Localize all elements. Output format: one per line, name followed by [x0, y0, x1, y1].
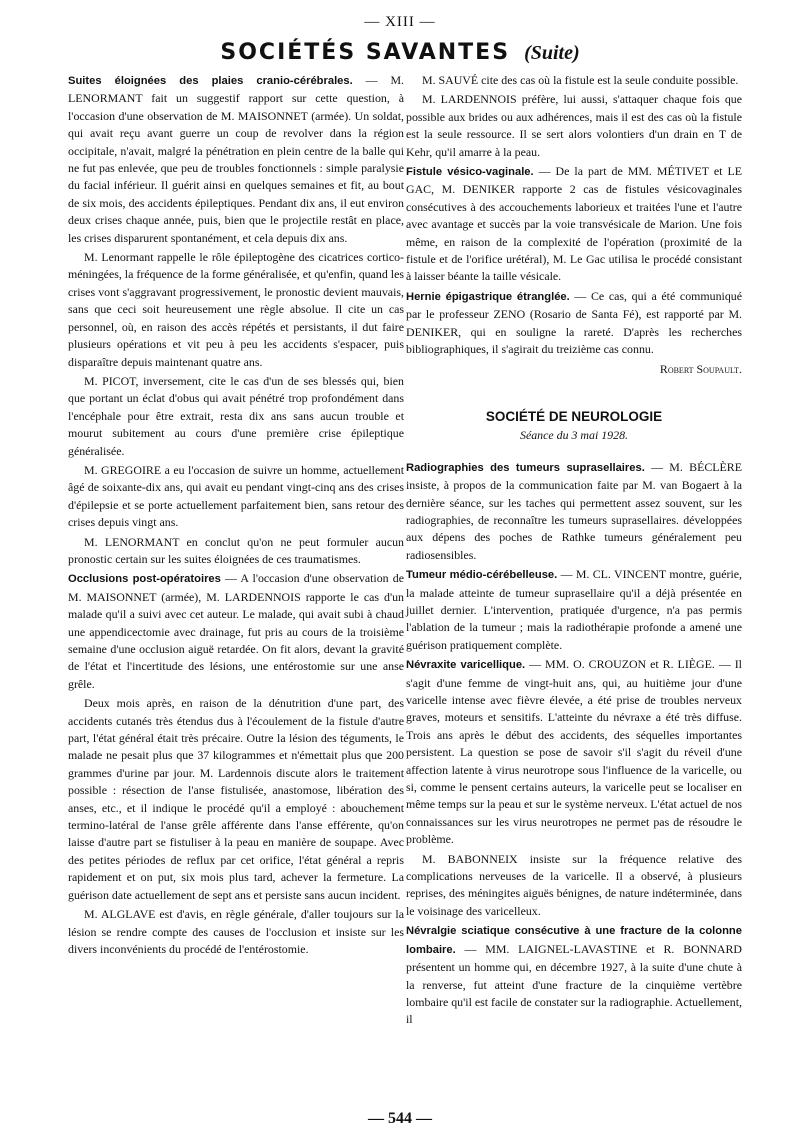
page-number: — 544 — [368, 1110, 432, 1127]
paragraph-text: M. PICOT, inversement, cite le cas d'un de ses blessés qui, bien que portant un éclat d'obus qui avait pénétré trop profondément dans l'encéphale pour être extrait, resta dix ans sans aucun trouble et mourut subitement au cours d'une première crise épileptique généralisée. [68, 373, 404, 458]
paragraph [68, 534, 404, 569]
paragraph-text: M. ALGLAVE est d'avis, en règle générale, d'aller toujours sur la lésion se rendre compte des causes de l'occlusion et insiste sur les divers inconvénients du procédé de l'entérostomie. [68, 907, 404, 956]
right-column [406, 72, 742, 1031]
paragraph [68, 249, 404, 371]
paragraph-title: Tumeur médio-cérébelleuse. [406, 569, 558, 582]
paragraph-text: — Ce cas, qui a été communiqué par le professeur ZENO (Rosario de Santa Fé), est rapporté par M. DENIKER, qui en souligne la rareté. D'après les recherches bibliographiques, il s'agirait du treizième cas connu. [406, 288, 742, 357]
paragraph-text: — MM. O. CROUZON et R. LIÈGE. — Il s'agit d'une femme de vingt-huit ans, qui, au huitième jour d'une varicelle intense avec fièvre élevée, a été prise de troubles nerveux graves, moteurs et sensitifs. L'atteinte du névraxe a été très diffuse. Trois ans après le début des accidents, des séquelles importantes persistent. La question se pose de savoir s'il s'agit du réveil d'une affection latente à virus neurotrope sous l'influence de la varicelle, ou si, comme le pensent certains auteurs, la varicelle peut se localiser en même temps sur la peau et sur le système nerveux. L'état actuel de nos connaissances sur les virus neurotropes ne permet pas de résoudre le problème. [406, 657, 742, 847]
paragraph [406, 459, 742, 564]
paragraph-text: M. GREGOIRE a eu l'occasion de suivre un homme, actuellement âgé de soixante-dix ans, qui avait eu pendant vingt-cinq ans des crises d'épilepsie et se porte actuellement parfaitement bien, sans retour des crises depuis vingt ans. [68, 462, 404, 530]
paragraph [406, 288, 742, 359]
paragraph-text: M. SAUVÉ cite des cas où la fistule est la seule conduite possible. [422, 73, 739, 87]
paragraph [406, 922, 742, 1028]
paragraph-title: Fistule vésico-vaginale. [406, 166, 534, 179]
paragraph [406, 163, 742, 286]
paragraph-text: M. LARDENNOIS préfère, lui aussi, s'attaquer chaque fois que possible aux brides ou aux adhérences, mais il est des cas où la fistule est la seule ressource. Il se sert alors volontiers d'un drain en T de Kehr, qu'il amarre à la peau. [406, 92, 742, 159]
paragraph-text: Deux mois après, en raison de la dénutrition d'une part, des accidents cutanés très étendus dus à l'écoulement de la fistule d'autre part, l'état général était très précaire. Outre la lésion des téguments, le malade ne pesait plus que 37 kilogrammes et n'émettait plus que 200 grammes d'urine par jour. M. Lardennois discute alors le traitement possible : résection de l'anse fistulisée, anastomose, libération des anses, etc., et il indique le procédé qu'il a employé : abouchement termino-latéral de l'anse grêle afférente dans l'anse efférente, qu'on laisse d'autre part se fistuliser à la peau en manière de soupape. Avec des petites périodes de reflux par cet orifice, l'état général a repris rapidement et on put, six mois plus tard, achever la fermeture. La guérison date actuellement de sept ans et persiste sans aucun incident. [68, 696, 404, 902]
paragraph [68, 462, 404, 532]
paragraph [406, 656, 742, 848]
paragraph-title: Radiographies des tumeurs suprasellaires. [406, 461, 645, 474]
paragraph-text: — M. BÉCLÈRE insiste, à propos de la communication faite par M. van Bogaert à la dernière séance, sur les taches qui permettent assez souvent, sur les radiographies, de reconnaître les tumeurs suprasellaires. développées aux dépens des poches de Rathke tumeurs généralement peu radiosensibles. [406, 459, 743, 562]
paragraph-text: — M. LENORMANT fait un suggestif rapport sur cette question, à l'occasion d'une observation de M. MAISONNET (armée). Un soldat, qui avait reçu avant guerre un coup de revolver dans la région occipitale, n'avait, malgré la pénétration en plein centre de la balle qui ne fut pas enlevée, que peu de troubles fonctionnels : simple paralysie du facial inférieur. Il guérit ainsi en quelques semaines et fit, au bout de six mois, des accidents épileptiques. Pendant dix ans, il eut environ deux crises chaque année, puis, bien que le projectile restât en place, les crises disparurent spontanément, et cela depuis dix ans. [68, 73, 404, 245]
page-marker: — XIII — [364, 14, 436, 30]
paragraph-text: M. LENORMANT en conclut qu'on ne peut formuler aucun pronostic certain sur les suites éloignées de ces traumatismes. [68, 534, 404, 566]
section-title: SOCIÉTÉS SAVANTES [220, 40, 511, 65]
left-column [68, 72, 404, 960]
paragraph-text: — De la part de MM. MÉTIVET et LE GAC, M. DENIKER rapporte 2 cas de fistules vésicovaginales consécutives à des accouchements laborieux et traitées l'une et l'autre avec avantage et succès par la voie transvésicale de Marion. Une fois même, en raison de la complexité de l'opération (proximité de la fistule et de l'orifice urétéral), M. Le Gac utilisa le procédé consistant à laisser béante la taille vésicale. [406, 164, 742, 284]
paragraph-title: Névraxite varicellique. [406, 659, 526, 672]
author-signature: Robert Soupault. [659, 361, 742, 376]
paragraph [406, 91, 742, 161]
paragraph-text: M. BABONNEIX insiste sur la fréquence relative des complications nerveuses de la varicelle. Il a observé, à plusieurs reprises, des méningites aiguës bénignes, de nature indéterminée, dans le voisinage des varicelleux. [406, 851, 742, 918]
session-date: Séance du 3 mai 1928. [520, 428, 628, 443]
page-header [0, 40, 800, 65]
paragraph [68, 72, 404, 247]
paragraph [68, 373, 404, 460]
paragraph-title: Suites éloignées des plaies cranio-cérébrales. [68, 75, 353, 87]
paragraph-text: — M. CL. VINCENT montre, guérie, la malade atteinte de tumeur suprasellaire qu'il a déjà présentée en juillet dernier. L'intervention, pratiquée d'urgence, n'a pas permis l'ablation de la tumeur ; mais la radiothérapie profonde a amené une guérison pratiquement complète. [406, 567, 742, 652]
paragraph [406, 851, 742, 921]
paragraph-text: M. Lenormant rappelle le rôle épileptogène des cicatrices cortico-méningées, la fréquence de la forme généralisée, et qu'enfin, quand les crises vont s'aggravant progressivement, le pronostic devient mauvais, sans que ceci soit heureusement une règle absolue. Il cite un cas personnel, où, en raison des accès répétés et persistants, il dut faire plusieurs opérations et vit peu à peu les accidents s'espacer, puis disparaître depuis maintenant quatre ans. [68, 250, 404, 369]
paragraph [68, 570, 404, 693]
society-heading: SOCIÉTÉ DE NEUROLOGIE [485, 408, 663, 424]
paragraph [406, 72, 742, 89]
paragraph [68, 695, 404, 904]
paragraph [406, 566, 742, 654]
paragraph-text: — MM. LAIGNEL-LAVASTINE et R. BONNARD présentent un homme qui, en décembre 1927, à la suite d'une chute à la renverse, fut atteint d'une fracture de la cinquième vertèbre lombaire qu'il est facile de constater sur la radiographie. Actuellement, il [406, 941, 742, 1027]
paragraph-title: Hernie épigastrique étranglée. [406, 290, 570, 303]
paragraph-title: Névralgie sciatique consécutive à une fracture de la colonne lombaire. [406, 925, 742, 956]
paragraph-title: Occlusions post-opératoires [68, 573, 221, 586]
paragraph [68, 906, 404, 958]
section-title-suffix: (Suite) [524, 42, 580, 64]
paragraph-text: — A l'occasion d'une observation de M. MAISONNET (armée), M. LARDENNOIS rapporte le cas d'un malade qu'il a suivi avec cet auteur. Le malade, qui avait subi à chaud une appendicectomie avec drainage, fut pris au cours de la troisième semaine d'une occlusion aiguë retardée. On fit alors, devant la gravité de l'état et l'incertitude des lésions, une entérostomie sur une anse grêle. [68, 571, 404, 691]
